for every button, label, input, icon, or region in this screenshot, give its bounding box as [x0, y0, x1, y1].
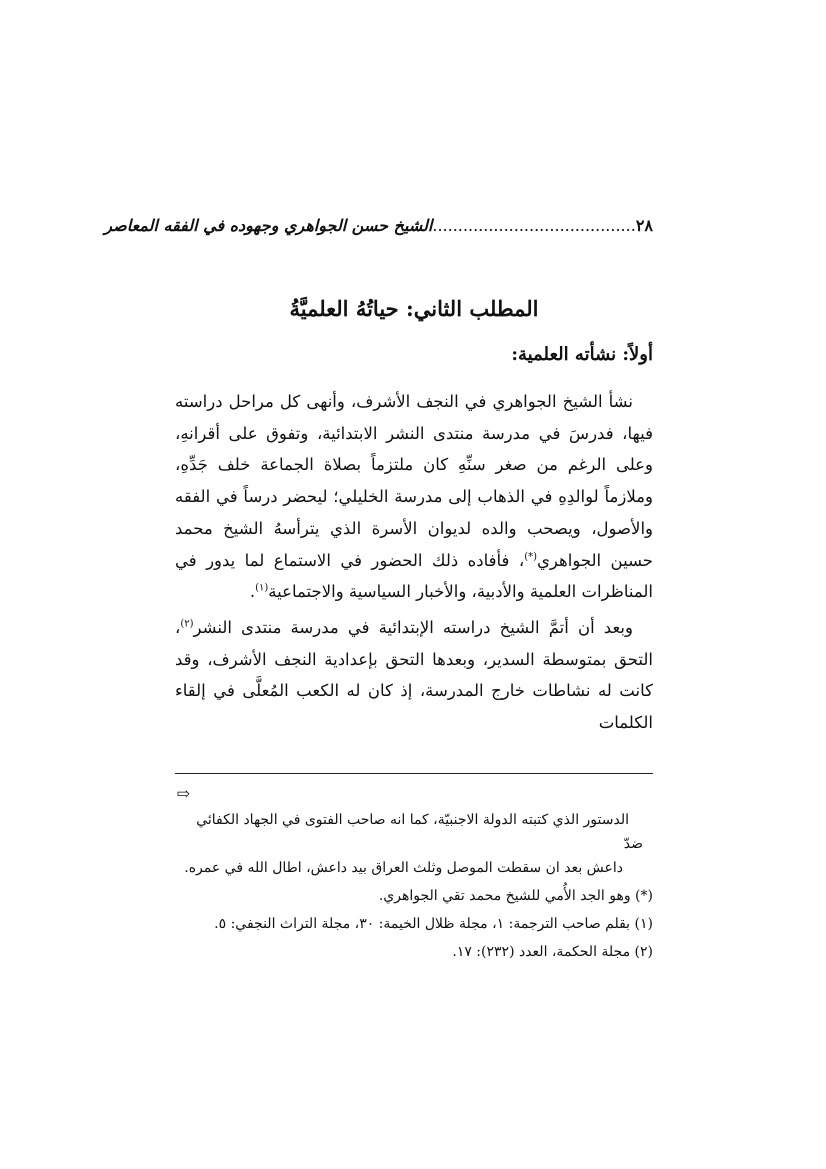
paragraph-2-text: وبعد أن أتمَّ الشيخ دراسته الإبتدائية في مدرسة منتدى النشر: [193, 617, 633, 637]
footnote-2: (٢) مجلة الحكمة، العدد (٢٣٢): ١٧.: [452, 944, 653, 960]
page-number: ٢٨: [635, 216, 653, 235]
paragraph-2-continuation: ، التحق بمتوسطة السدير، وبعدها التحق بإعدادية النجف الأشرف، وقد كانت له نشاطات خارج المدرسة، إذ كان له الكعب المُعلَّى في إلقاء الكلمات: [175, 617, 653, 733]
header-leader-dots: ........................................: [432, 216, 636, 235]
paragraph-1-end: .: [249, 582, 256, 602]
footnote-mark-2: (٢): [180, 618, 194, 630]
footnote-separator: [175, 773, 653, 774]
paragraph-1: [175, 386, 653, 608]
footnote-mark-star: (*): [524, 551, 538, 563]
book-title: الشيخ حسن الجواهري وجهوده في الفقه المعاصر: [104, 216, 433, 235]
continuation-arrow-icon: ⇨: [176, 784, 190, 803]
footnote-star: (*) وهو الجد الأُمي للشيخ محمد تقي الجواهري.: [378, 888, 653, 904]
paragraph-2: [175, 612, 653, 739]
footnote-continued-line-1: الدستور الذي كتبته الدولة الاجنبيّة، كما انه صاحب الفتوى في الجهاد الكفائي ضدّ: [196, 812, 643, 852]
running-header: [104, 212, 653, 240]
body-text: [175, 386, 653, 739]
footnote-continued: [175, 808, 653, 880]
footnote-continued-line-2: داعش بعد ان سقطت الموصل وثلث العراق بيد داعش، اطال الله في عمره.: [184, 860, 623, 876]
footnotes: [175, 808, 653, 968]
subsection-title: أولاً: نشأته العلمية:: [511, 344, 653, 365]
footnote-mark-1: (١): [255, 582, 269, 594]
footnote-1: (١) بقلم صاحب الترجمة: ١، مجلة ظلال الخيمة: ٣٠، مجلة التراث النجفي: ٥.: [214, 916, 653, 932]
paragraph-1-text: نشأ الشيخ الجواهري في النجف الأشرف، وأنهى كل مراحل دراسته فيها، فدرسَ في مدرسة منتدى النشر الابتدائية، وتفوق على أقرانهِ، وعلى الرغم من صغر سنِّهِ كان ملتزماً بصلاة الجماعة خلف جَدِّهِ، وملازماً لوالدِهِ في الذهاب إلى مدرسة الخليلي؛ ليحضر درساً في الفقه والأصول، ويصحب والده لديوان الأسرة الذي يترأسهُ الشيخ محمد حسين الجواهري: [175, 392, 653, 570]
paragraph-1-continuation: ، فأفاده ذلك الحضور في الاستماع لما يدور في المناظرات العلمية والأدبية، والأخبار السياسية والاجتماعية: [175, 550, 653, 602]
section-title: المطلب الثاني: حياتُهُ العلميَّةُ: [289, 296, 539, 321]
